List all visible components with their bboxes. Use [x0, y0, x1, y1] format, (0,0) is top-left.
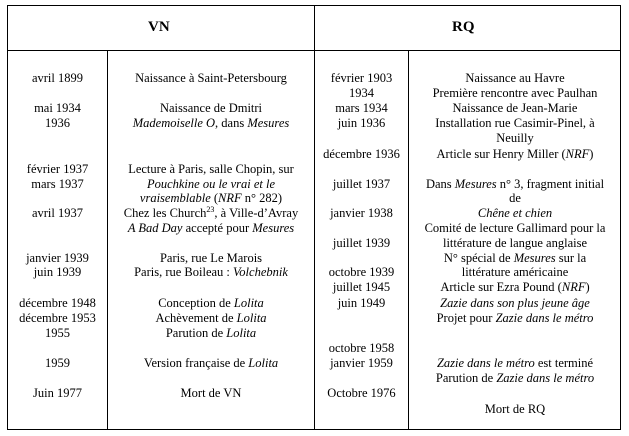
rq-date: juin 1936 — [337, 116, 386, 130]
rq-event: Neuilly — [496, 131, 534, 145]
rq-event: Zazie dans le métro est terminé — [436, 356, 594, 370]
rq-date: octobre 1939 — [328, 265, 395, 279]
rq-event: Mort de RQ — [484, 402, 546, 416]
vn-event: Pouchkine ou le vrai et le — [146, 177, 276, 191]
rq-date: 1934 — [349, 86, 374, 100]
rq-event: Première rencontre avec Paulhan — [432, 86, 598, 100]
rq-event: Chêne et chien — [477, 206, 553, 220]
rq-event: Installation rue Casimir-Pinel, à — [435, 116, 595, 130]
rq-date: Octobre 1976 — [327, 386, 396, 400]
rq-date: octobre 1958 — [328, 341, 395, 355]
vn-event: Parution de Lolita — [165, 326, 257, 340]
vn-date: 1955 — [45, 326, 70, 340]
rq-date: janvier 1959 — [330, 356, 393, 370]
rq-event: Parution de Zazie dans le métro — [435, 371, 595, 385]
rq-header: RQ — [452, 19, 475, 35]
rq-event: Article sur Ezra Pound (NRF) — [440, 280, 590, 294]
rq-event: littérature américaine — [461, 265, 569, 279]
vn-event: Chez les Church$^{23}$, à Ville-d’Avray — [123, 204, 299, 220]
rq-date: juillet 1937 — [332, 177, 391, 191]
rq-date: juillet 1939 — [332, 236, 391, 250]
rq-date: juin 1949 — [337, 296, 386, 310]
vn-date: mai 1934 — [34, 101, 81, 115]
rq-event: de — [509, 191, 521, 205]
vn-date: juin 1939 — [33, 265, 82, 279]
vn-date: décembre 1953 — [19, 311, 96, 325]
rq-event: Article sur Henry Miller (NRF) — [436, 147, 594, 161]
vn-event: vraisemblable (NRF n° 282) — [139, 191, 283, 205]
vn-event: Naissance de Dmitri — [159, 101, 263, 115]
vn-event: Paris, rue Boileau : Volchebnik — [134, 265, 288, 279]
vn-event: Version française de Lolita — [143, 356, 279, 370]
vn-date: décembre 1948 — [19, 296, 96, 310]
vn-date: avril 1899 — [31, 71, 84, 85]
vn-event: Mort de VN — [180, 386, 242, 400]
rq-event: N° spécial de Mesures sur la — [443, 251, 587, 265]
vn-event: A Bad Day accepté pour Mesures — [127, 221, 295, 235]
vn-date: Juin 1977 — [33, 386, 82, 400]
vn-header: VN — [148, 19, 170, 35]
vn-event: Naissance à Saint-Petersbourg — [135, 71, 287, 85]
vn-date: février 1937 — [26, 162, 89, 176]
vn-event: Achèvement de Lolita — [155, 311, 267, 325]
vn-date: avril 1937 — [31, 206, 84, 220]
rq-date: février 1903 — [330, 71, 393, 85]
rq-date: décembre 1936 — [323, 147, 400, 161]
rq-event: Comité de lecture Gallimard pour la — [424, 221, 606, 235]
rq-date: mars 1934 — [335, 101, 388, 115]
vn-date: 1936 — [45, 116, 70, 130]
vn-event: Conception de Lolita — [158, 296, 264, 310]
vn-date: 1959 — [45, 356, 70, 370]
rq-event: Dans Mesures n° 3, fragment initial — [425, 177, 605, 191]
vn-date: janvier 1939 — [26, 251, 89, 265]
rq-event: Naissance de Jean-Marie — [452, 101, 578, 115]
rq-date: janvier 1938 — [330, 206, 393, 220]
vn-date: mars 1937 — [31, 177, 84, 191]
rq-event: littérature de langue anglaise — [442, 236, 588, 250]
vn-event: Mademoiselle O, dans Mesures — [132, 116, 290, 130]
rq-event: Projet pour Zazie dans le métro — [436, 311, 594, 325]
rq-event: Naissance au Havre — [465, 71, 565, 85]
rq-event: Zazie dans son plus jeune âge — [440, 296, 590, 310]
vn-event: Paris, rue Le Marois — [159, 251, 263, 265]
rq-date: juillet 1945 — [332, 280, 391, 294]
vn-event: Lecture à Paris, salle Chopin, sur — [128, 162, 294, 176]
